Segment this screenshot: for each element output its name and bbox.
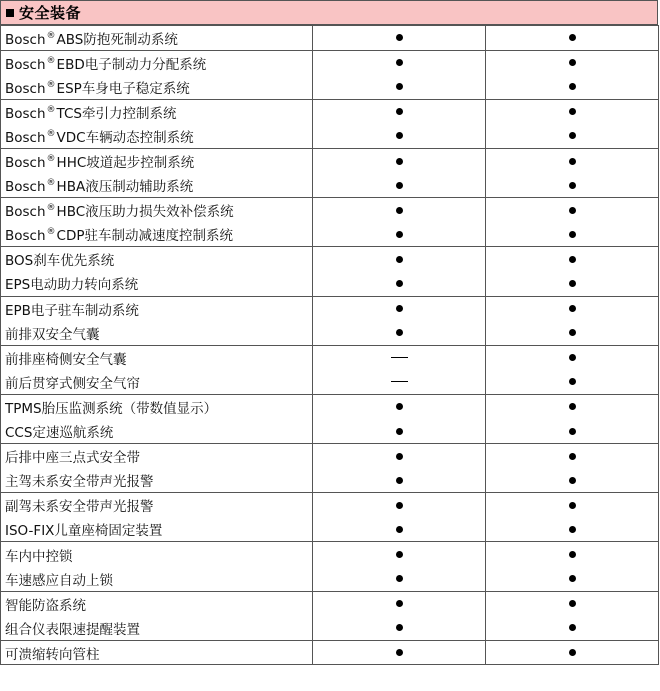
trim2-cell [486, 321, 659, 346]
table-row [1, 173, 659, 198]
feature-name: TCS牵引力控制系统 [56, 105, 177, 122]
feature-name-cell [1, 394, 313, 419]
feature-name: 组合仪表限速提醒装置 [5, 621, 140, 638]
trim1-cell [313, 370, 486, 395]
feature-name: 车内中控锁 [5, 548, 73, 565]
standard-dot-icon [569, 83, 576, 90]
standard-dot-icon [569, 502, 576, 509]
table-row [1, 26, 659, 51]
trim2-cell [486, 173, 659, 198]
feature-name-cell [1, 370, 313, 395]
trim2-cell [486, 640, 659, 665]
standard-dot-icon [396, 649, 403, 656]
registered-mark: ® [46, 79, 56, 90]
registered-mark: ® [46, 227, 56, 238]
feature-name: ESP车身电子稳定系统 [56, 80, 190, 97]
standard-dot-icon [396, 624, 403, 631]
feature-name-cell [1, 517, 313, 542]
trim2-cell [486, 222, 659, 247]
feature-name-cell [1, 616, 313, 641]
standard-dot-icon [569, 428, 576, 435]
standard-dot-icon [569, 354, 576, 361]
trim1-cell [313, 124, 486, 149]
standard-dot-icon [396, 526, 403, 533]
feature-name: EPS电动助力转向系统 [5, 277, 139, 294]
trim2-cell [486, 271, 659, 296]
table-row [1, 247, 659, 272]
square-bullet-icon [6, 9, 14, 17]
trim1-cell [313, 542, 486, 567]
trim2-cell [486, 99, 659, 124]
section-header [0, 0, 658, 25]
trim2-cell [486, 124, 659, 149]
feature-name: HHC坡道起步控制系统 [56, 155, 195, 172]
feature-name-cell [1, 296, 313, 321]
trim1-cell [313, 148, 486, 173]
registered-mark: ® [46, 104, 56, 115]
trim2-cell [486, 247, 659, 272]
registered-mark: ® [46, 154, 56, 165]
standard-dot-icon [396, 600, 403, 607]
trim2-cell [486, 493, 659, 518]
standard-dot-icon [569, 158, 576, 165]
standard-dot-icon [396, 329, 403, 336]
table-row [1, 616, 659, 641]
feature-name-cell [1, 345, 313, 370]
registered-mark: ® [46, 178, 56, 189]
trim1-cell [313, 567, 486, 592]
trim1-cell [313, 50, 486, 75]
brand-label: Bosch [5, 80, 46, 97]
feature-name: EPB电子驻车制动系统 [5, 302, 139, 319]
feature-name: ISO-FIX儿童座椅固定装置 [5, 523, 163, 540]
feature-name-cell [1, 50, 313, 75]
feature-name-cell [1, 124, 313, 149]
table-row [1, 50, 659, 75]
standard-dot-icon [569, 34, 576, 41]
standard-dot-icon [396, 403, 403, 410]
table-row [1, 419, 659, 444]
trim1-cell [313, 271, 486, 296]
table-row [1, 271, 659, 296]
trim2-cell [486, 616, 659, 641]
standard-dot-icon [396, 83, 403, 90]
brand-label: Bosch [5, 228, 46, 245]
feature-name: CDP驻车制动减速度控制系统 [56, 228, 234, 245]
trim1-cell [313, 173, 486, 198]
feature-name-cell [1, 173, 313, 198]
feature-name: 可溃缩转向管柱 [5, 646, 100, 663]
standard-dot-icon [396, 182, 403, 189]
feature-name: 主驾未系安全带声光报警 [5, 474, 154, 491]
feature-name-cell [1, 591, 313, 616]
table-row [1, 444, 659, 469]
feature-name-cell [1, 75, 313, 100]
registered-mark: ® [46, 30, 56, 41]
trim2-cell [486, 394, 659, 419]
trim2-cell [486, 148, 659, 173]
trim2-cell [486, 419, 659, 444]
feature-name: 前后贯穿式侧安全气帘 [5, 375, 140, 392]
table-row [1, 222, 659, 247]
trim1-cell [313, 198, 486, 223]
feature-name-cell [1, 247, 313, 272]
trim2-cell [486, 591, 659, 616]
feature-name-cell [1, 99, 313, 124]
trim1-cell [313, 247, 486, 272]
brand-label: Bosch [5, 31, 46, 48]
table-row [1, 124, 659, 149]
standard-dot-icon [569, 624, 576, 631]
trim2-cell [486, 370, 659, 395]
standard-dot-icon [396, 34, 403, 41]
table-row [1, 345, 659, 370]
feature-name: ABS防抱死制动系统 [56, 31, 178, 48]
standard-dot-icon [569, 378, 576, 385]
brand-label: Bosch [5, 105, 46, 122]
trim1-cell [313, 493, 486, 518]
standard-dot-icon [569, 575, 576, 582]
registered-mark: ® [46, 55, 56, 66]
trim1-cell [313, 222, 486, 247]
standard-dot-icon [569, 207, 576, 214]
brand-label: Bosch [5, 204, 46, 221]
feature-name: BOS刹车优先系统 [5, 253, 115, 270]
trim1-cell [313, 640, 486, 665]
standard-dot-icon [396, 132, 403, 139]
standard-dot-icon [569, 108, 576, 115]
trim1-cell [313, 321, 486, 346]
section-title: 安全装备 [19, 4, 82, 22]
feature-name: VDC车辆动态控制系统 [56, 129, 194, 146]
trim1-cell [313, 517, 486, 542]
standard-dot-icon [569, 132, 576, 139]
standard-dot-icon [396, 428, 403, 435]
standard-dot-icon [396, 256, 403, 263]
trim1-cell [313, 99, 486, 124]
standard-dot-icon [396, 280, 403, 287]
standard-dot-icon [396, 551, 403, 558]
feature-name: 智能防盗系统 [5, 597, 86, 614]
trim2-cell [486, 50, 659, 75]
trim2-cell [486, 75, 659, 100]
trim1-cell [313, 394, 486, 419]
feature-name-cell [1, 468, 313, 493]
feature-name-cell [1, 222, 313, 247]
brand-label: Bosch [5, 179, 46, 196]
brand-label: Bosch [5, 56, 46, 73]
safety-spec-table [0, 25, 659, 665]
standard-dot-icon [396, 305, 403, 312]
standard-dot-icon [396, 477, 403, 484]
table-row [1, 99, 659, 124]
brand-label: Bosch [5, 129, 46, 146]
trim1-cell [313, 296, 486, 321]
feature-name: 前排座椅侧安全气囊 [5, 351, 127, 368]
feature-name-cell [1, 26, 313, 51]
feature-name-cell [1, 321, 313, 346]
registered-mark: ® [46, 128, 56, 139]
trim2-cell [486, 26, 659, 51]
standard-dot-icon [396, 158, 403, 165]
trim1-cell [313, 616, 486, 641]
feature-name-cell [1, 444, 313, 469]
registered-mark: ® [46, 203, 56, 214]
brand-label: Bosch [5, 155, 46, 172]
feature-name-cell [1, 148, 313, 173]
table-row [1, 493, 659, 518]
table-row [1, 517, 659, 542]
trim1-cell [313, 419, 486, 444]
table-row [1, 75, 659, 100]
feature-name-cell [1, 271, 313, 296]
standard-dot-icon [396, 453, 403, 460]
not-available-dash-icon [391, 357, 408, 358]
standard-dot-icon [569, 649, 576, 656]
table-row [1, 591, 659, 616]
trim2-cell [486, 542, 659, 567]
table-row [1, 296, 659, 321]
feature-name: 副驾未系安全带声光报警 [5, 499, 154, 516]
standard-dot-icon [396, 59, 403, 66]
feature-name-cell [1, 567, 313, 592]
feature-name-cell [1, 493, 313, 518]
trim1-cell [313, 591, 486, 616]
trim2-cell [486, 198, 659, 223]
table-row [1, 468, 659, 493]
standard-dot-icon [396, 231, 403, 238]
trim1-cell [313, 345, 486, 370]
standard-dot-icon [569, 453, 576, 460]
standard-dot-icon [569, 256, 576, 263]
table-row [1, 370, 659, 395]
standard-dot-icon [569, 59, 576, 66]
feature-name: CCS定速巡航系统 [5, 425, 114, 442]
feature-name: TPMS胎压监测系统（带数值显示） [5, 400, 218, 417]
not-available-dash-icon [391, 381, 408, 382]
trim1-cell [313, 75, 486, 100]
table-row [1, 321, 659, 346]
table-row [1, 394, 659, 419]
standard-dot-icon [396, 207, 403, 214]
standard-dot-icon [396, 575, 403, 582]
trim2-cell [486, 345, 659, 370]
feature-name-cell [1, 542, 313, 567]
standard-dot-icon [569, 182, 576, 189]
feature-name: 前排双安全气囊 [5, 326, 100, 343]
trim1-cell [313, 26, 486, 51]
standard-dot-icon [569, 403, 576, 410]
trim2-cell [486, 567, 659, 592]
trim2-cell [486, 444, 659, 469]
table-row [1, 148, 659, 173]
trim1-cell [313, 444, 486, 469]
table-row [1, 640, 659, 665]
standard-dot-icon [569, 231, 576, 238]
standard-dot-icon [396, 108, 403, 115]
standard-dot-icon [569, 600, 576, 607]
table-row [1, 542, 659, 567]
standard-dot-icon [396, 502, 403, 509]
feature-name-cell [1, 198, 313, 223]
feature-name: 车速感应自动上锁 [5, 572, 113, 589]
standard-dot-icon [569, 526, 576, 533]
standard-dot-icon [569, 477, 576, 484]
trim2-cell [486, 296, 659, 321]
table-row [1, 198, 659, 223]
trim1-cell [313, 468, 486, 493]
trim2-cell [486, 468, 659, 493]
standard-dot-icon [569, 280, 576, 287]
standard-dot-icon [569, 305, 576, 312]
feature-name: 后排中座三点式安全带 [5, 450, 140, 467]
feature-name-cell [1, 419, 313, 444]
trim2-cell [486, 517, 659, 542]
standard-dot-icon [569, 329, 576, 336]
feature-name-cell [1, 640, 313, 665]
feature-name: HBA液压制动辅助系统 [56, 179, 194, 196]
feature-name: EBD电子制动力分配系统 [56, 56, 207, 73]
table-row [1, 567, 659, 592]
feature-name: HBC液压助力损失效补偿系统 [56, 204, 234, 221]
standard-dot-icon [569, 551, 576, 558]
